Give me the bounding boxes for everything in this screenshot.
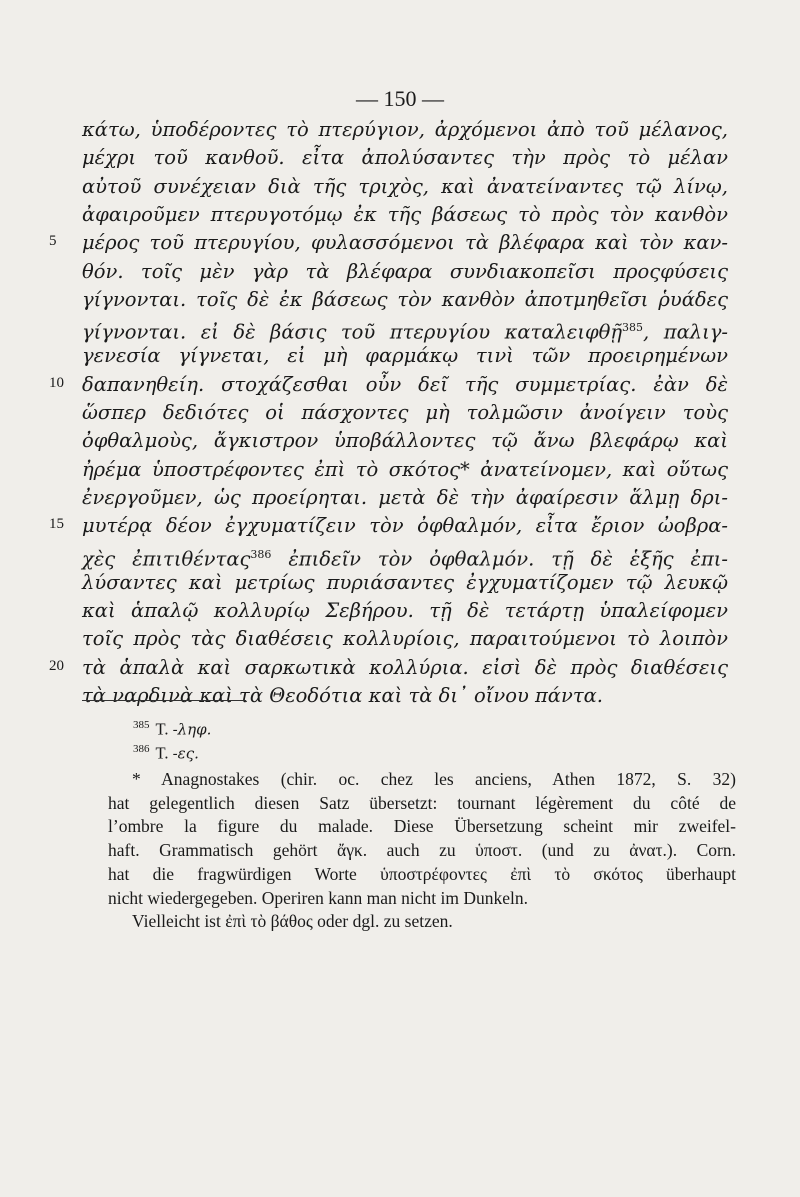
text-line: ὥσπερ δεδιότες οἱ πάσχοντες μὴ τολμῶσιν ἀνοίγειν τοὺς — [82, 401, 728, 424]
note-line: haft. Grammatisch gehört ἄγκ. auch zu ὑποστ. (und zu ἀνατ.). Corn. — [108, 840, 736, 861]
note-line: * Anagnostakes (chir. oc. chez les anciens, Athen 1872, S. 32) — [132, 769, 736, 789]
text-line: τὰ ἁπαλὰ καὶ σαρκωτικὰ κολλύρια. εἰσὶ δὲ πρὸς διαθέσεις — [82, 655, 728, 679]
line-number: 5 — [49, 233, 57, 250]
text-line: ἀφαιροῦμεν πτερυγοτόμῳ ἐκ τῆς βάσεως τὸ πρὸς τὸν κανθὸν — [82, 202, 728, 226]
text-line: καὶ ἁπαλῷ κολλυρίῳ Σεβήρου. τῇ δὲ τετάρτῃ ὑπαλείφομεν — [82, 599, 728, 623]
note-line: Vielleicht ist ἐπὶ τὸ βάθος oder dgl. zu setzen. — [132, 911, 453, 932]
text-line: θόν. τοῖς μὲν γὰρ τὰ βλέφαρα συνδιακοπεῖσι προςφύσεις — [82, 259, 728, 283]
note-line: l’ombre la figure du malade. Diese Übersetzung scheint mir zweifel- — [108, 816, 736, 837]
text-line: γενεσία γίγνεται, εἰ μὴ φαρμάκῳ τινὶ τῶν προειρημένων — [82, 344, 728, 368]
text-line: τὰ ναρδινὰ καὶ τὰ Θεοδότια καὶ τὰ δι᾽ οἴνου πάντα. — [82, 684, 603, 707]
text-line: μέχρι τοῦ κανθοῦ. εἶτα ἀπολύσαντες τὴν πρὸς τὸ μέλαν — [82, 146, 728, 170]
text-line: κάτω, ὑποδέροντες τὸ πτερύγιον, ἀρχόμενοι ἀπὸ τοῦ μέλανος, — [82, 118, 728, 141]
text-line: μέρος τοῦ πτερυγίου, φυλασσόμενοι τὰ βλέφαρα καὶ τὸν καν- — [82, 231, 728, 255]
page-number: — 150 — — [356, 86, 444, 111]
note-line: hat die fragwürdigen Worte ὑποστρέφοντες ἐπὶ τὸ σκότος überhaupt — [108, 863, 736, 884]
footnote-ref: 385 — [622, 321, 644, 335]
text-line: τοῖς πρὸς τὰς διαθέσεις κολλυρίοις, παραιτούμενοι τὸ λοιπὸν — [82, 627, 728, 651]
note-line: hat gelegentlich diesen Satz übersetzt: tournant légèrement du côté de — [108, 792, 736, 813]
footnote: $^{385}$ T. -ληφ. — [133, 719, 212, 739]
text-line: ἠρέμα ὑποστρέφοντες ἐπὶ τὸ σκότος* ἀνατείνομεν, καὶ οὕτως — [82, 457, 728, 481]
text-line: αὐτοῦ συνέχειαν διὰ τῆς τριχὸς, καὶ ἀνατείναντες τῷ λίνῳ, — [82, 174, 728, 198]
text-line: μυτέρᾳ δέον ἐγχυματίζειν τὸν ὀφθαλμόν, εἶτα ἔριον ὠοβρα- — [82, 514, 728, 538]
footnote-ref: 386 — [250, 547, 272, 561]
text-line: γίγνονται. εἰ δὲ βάσις τοῦ πτερυγίου καταλειφθῇ$^{385}$, παλιγ- — [82, 320, 728, 344]
line-number: 10 — [49, 374, 64, 391]
footnote: $^{386}$ T. -ες. — [133, 743, 199, 763]
text-line: χὲς ἐπιτιθέντας$^{386}$ ἐπιδεῖν τὸν ὀφθαλμόν. τῇ δὲ ἑξῆς ἐπι- — [82, 547, 728, 570]
text-line: ἐνεργοῦμεν, ὡς προείρηται. μετὰ δὲ τὴν ἀφαίρεσιν ἅλμῃ δρι- — [82, 485, 728, 509]
text-line: δαπανηθείη. στοχάζεσθαι οὖν δεῖ τῆς συμμετρίας. ἐὰν δὲ — [82, 372, 728, 396]
text-line: γίγνονται. τοῖς δὲ ἐκ βάσεως τὸν κανθὸν ἀποτμηθεῖσι ῥυάδες — [82, 287, 728, 311]
text-line: λύσαντες καὶ μετρίως πυριάσαντες ἐγχυματίζομεν τῷ λευκῷ — [82, 570, 728, 594]
note-line: nicht wiedergegeben. Operiren kann man nicht im Dunkeln. — [108, 887, 529, 908]
footnote-divider — [82, 700, 246, 701]
text-line: ὀφθαλμοὺς, ἄγκιστρον ὑποβάλλοντες τῷ ἄνω βλεφάρῳ καὶ — [82, 429, 728, 453]
line-number: 15 — [49, 516, 64, 533]
line-number: 20 — [49, 657, 64, 674]
